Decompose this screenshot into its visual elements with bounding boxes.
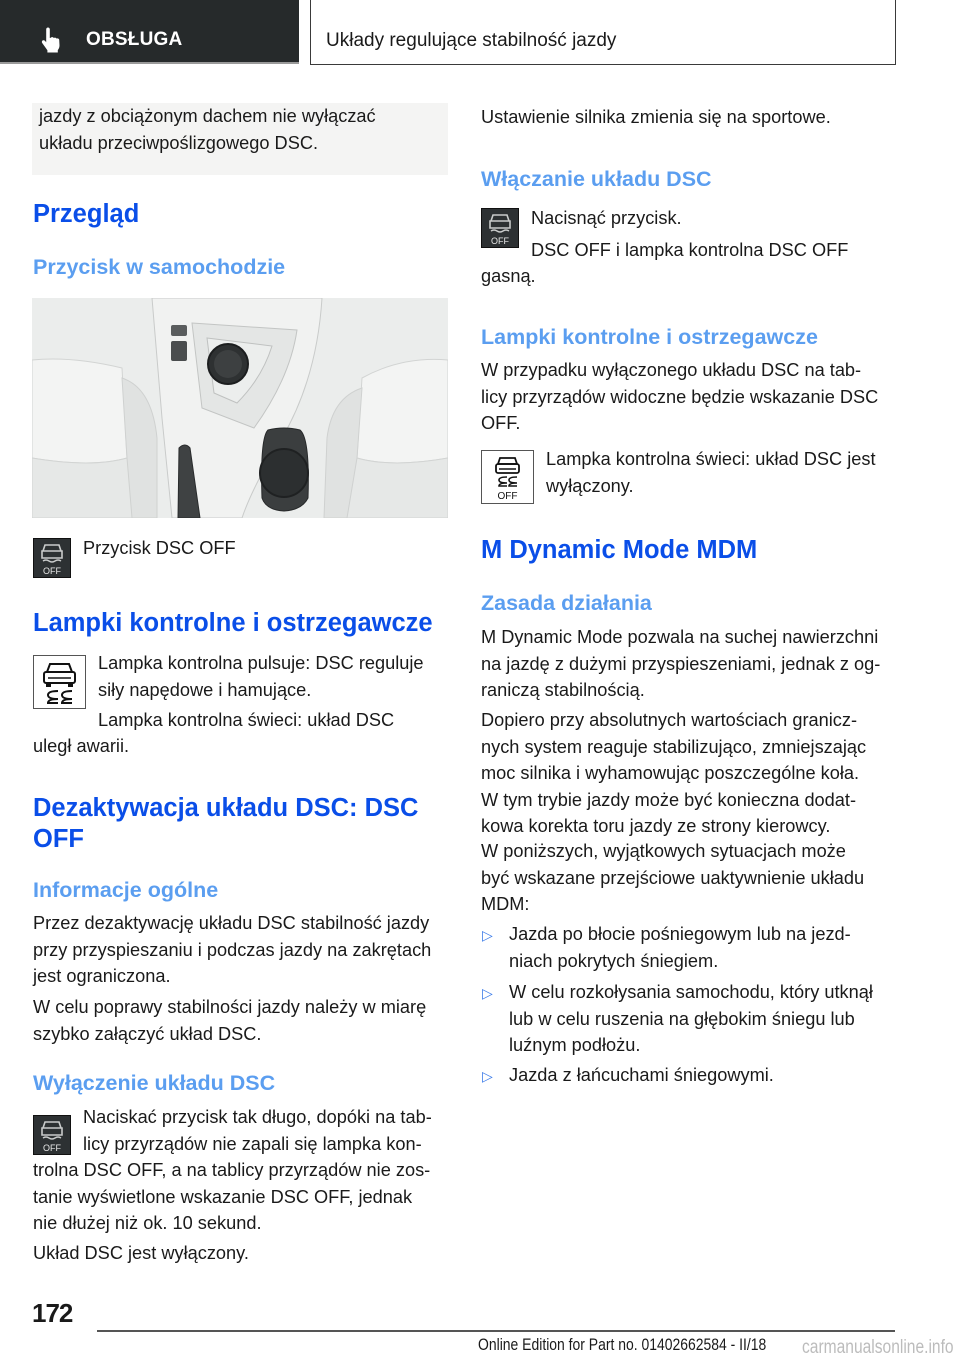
paragraph-line: Naciskać przycisk tak długo, dopóki na tab- xyxy=(83,1107,432,1127)
paragraph-line: MDM: xyxy=(481,894,530,914)
switch-on-result: DSC OFF i lampka kontrolna DSC OFF xyxy=(531,240,849,260)
svg-text:OFF: OFF xyxy=(491,236,509,246)
list-item-line: W celu rozkołysania samochodu, który utknął xyxy=(509,982,873,1002)
lamps-heading-right: Lampki kontrolne i ostrzegawcze xyxy=(481,325,818,349)
lamp-dsc-off-text: wyłączony. xyxy=(546,475,634,496)
deactivation-heading: Dezaktywacja układu DSC: DSC xyxy=(33,794,419,822)
paragraph-line: M Dynamic Mode pozwala na suchej nawierzchni xyxy=(481,627,879,647)
page-number: 172 xyxy=(32,1298,73,1328)
switch-on-heading: Włączanie układu DSC xyxy=(481,167,712,191)
lamp-pulse-text: Lampka kontrolna pulsuje: DSC reguluje xyxy=(98,653,424,673)
paragraph-line: OFF. xyxy=(481,413,521,433)
center-console-illustration xyxy=(32,298,448,518)
switch-on-step: Nacisnąć przycisk. xyxy=(531,208,682,228)
lamp-on-text: Lampka kontrolna świeci: układ DSC xyxy=(98,710,395,730)
dsc-off-button-icon xyxy=(481,208,519,248)
lamp-on-text: uległ awarii. xyxy=(33,736,130,756)
svg-text:OFF: OFF xyxy=(43,1143,61,1153)
paragraph-line: jest ograniczona. xyxy=(33,966,171,986)
overview-heading: Przegląd xyxy=(33,200,140,228)
lamps-heading: Lampki kontrolne i ostrzegawcze xyxy=(33,609,433,637)
switched-off-result: Układ DSC jest wyłączony. xyxy=(33,1243,249,1263)
paragraph-line: W celu poprawy stabilności jazdy należy w miarę xyxy=(33,997,427,1017)
switch-on-result: gasną. xyxy=(481,266,536,286)
list-item-line: Jazda po błocie pośniegowym lub na jezd- xyxy=(509,924,851,944)
general-info-heading: Informacje ogólne xyxy=(33,878,219,902)
list-item-line: niach pokrytych śniegiem. xyxy=(509,950,719,971)
lamp-dsc-off-text: Lampka kontrolna świeci: układ DSC jest xyxy=(546,449,876,469)
list-item-line: Jazda z łańcuchami śniegowymi. xyxy=(509,1065,774,1085)
watermark: carmanualsonline.info xyxy=(802,1337,954,1358)
bullet-triangle-icon: ▷ xyxy=(482,985,493,1001)
engine-setting-text: Ustawienie silnika zmienia się na sportowe. xyxy=(481,107,831,127)
paragraph-line: W tym trybie jazdy może być konieczna dodat- xyxy=(481,789,857,810)
paragraph-line: na jazdę z dużymi przyspieszeniami, jednak z og- xyxy=(481,653,881,674)
section-label: OBSŁUGA xyxy=(86,29,183,50)
lamp-pulse-text: siły napędowe i hamujące. xyxy=(98,679,312,700)
list-item-line: lub w celu ruszenia na głębokim śniegu lub xyxy=(509,1008,855,1029)
note-line: jazdy z obciążonym dachem nie wyłączać xyxy=(39,106,376,126)
paragraph-line: W poniższych, wyjątkowych sytuacjach może xyxy=(481,841,846,861)
deactivation-heading: OFF xyxy=(33,825,84,853)
paragraph-line: trolna DSC OFF, a na tablicy przyrządów nie zos- xyxy=(33,1160,431,1180)
paragraph-line: nych system reaguje stabilizująco, zmniejszając xyxy=(481,736,867,757)
dsc-off-button-caption: Przycisk DSC OFF xyxy=(83,538,236,558)
center-console-photo xyxy=(32,298,448,518)
paragraph-line: szybko załączyć układ DSC. xyxy=(33,1023,262,1044)
paragraph-line: licy przyrządów nie zapali się lampka kon- xyxy=(83,1133,422,1154)
dsc-off-lamp-icon xyxy=(481,450,534,504)
edition-text: Online Edition for Part no. 01402662584 - II/18 xyxy=(478,1335,767,1354)
chapter-title-box xyxy=(310,0,896,65)
mdm-heading: M Dynamic Mode MDM xyxy=(481,536,758,564)
paragraph-line: tanie wyświetlone wskazanie DSC OFF, jednak xyxy=(33,1186,413,1207)
pointing-hand-icon xyxy=(40,26,64,54)
section-tab xyxy=(0,0,299,64)
button-in-car-heading: Przycisk w samochodzie xyxy=(33,255,286,279)
svg-text:OFF: OFF xyxy=(497,491,518,502)
bullet-triangle-icon: ▷ xyxy=(482,1068,493,1084)
paragraph-line: Przez dezaktywację układu DSC stabilność jazdy xyxy=(33,913,430,933)
paragraph-line: kowa korekta toru jazdy ze strony kierowcy. xyxy=(481,816,831,836)
paragraph-line: W przypadku wyłączonego układu DSC na tab- xyxy=(481,360,862,380)
svg-text:OFF: OFF xyxy=(43,566,61,576)
paragraph-line: raniczą stabilnością. xyxy=(481,680,645,700)
paragraph-line: Dopiero przy absolutnych wartościach granicz- xyxy=(481,710,858,730)
footer-divider xyxy=(97,1330,895,1332)
switch-off-heading: Wyłączenie układu DSC xyxy=(33,1071,276,1095)
chapter-title: Układy regulujące stabilność jazdy xyxy=(326,30,617,51)
paragraph-line: nie dłużej niż ok. 10 sekund. xyxy=(33,1213,262,1233)
note-box xyxy=(32,103,448,175)
note-line: układu przeciwpoślizgowego DSC. xyxy=(39,132,319,153)
dsc-off-button-icon xyxy=(33,538,71,578)
paragraph-line: moc silnika i wyhamowując poszczególne koła. xyxy=(481,763,860,783)
dsc-active-lamp-icon xyxy=(33,655,86,709)
principle-heading: Zasada działania xyxy=(481,591,652,615)
paragraph-line: licy przyrządów widoczne będzie wskazanie DSC xyxy=(481,386,879,407)
paragraph-line: być wskazane przejściowe uaktywnienie układu xyxy=(481,867,865,888)
list-item-line: luźnym podłożu. xyxy=(509,1035,641,1055)
dsc-off-button-icon xyxy=(33,1115,71,1155)
paragraph-line: przy przyspieszaniu i podczas jazdy na zakrętach xyxy=(33,939,432,960)
bullet-triangle-icon: ▷ xyxy=(482,927,493,943)
